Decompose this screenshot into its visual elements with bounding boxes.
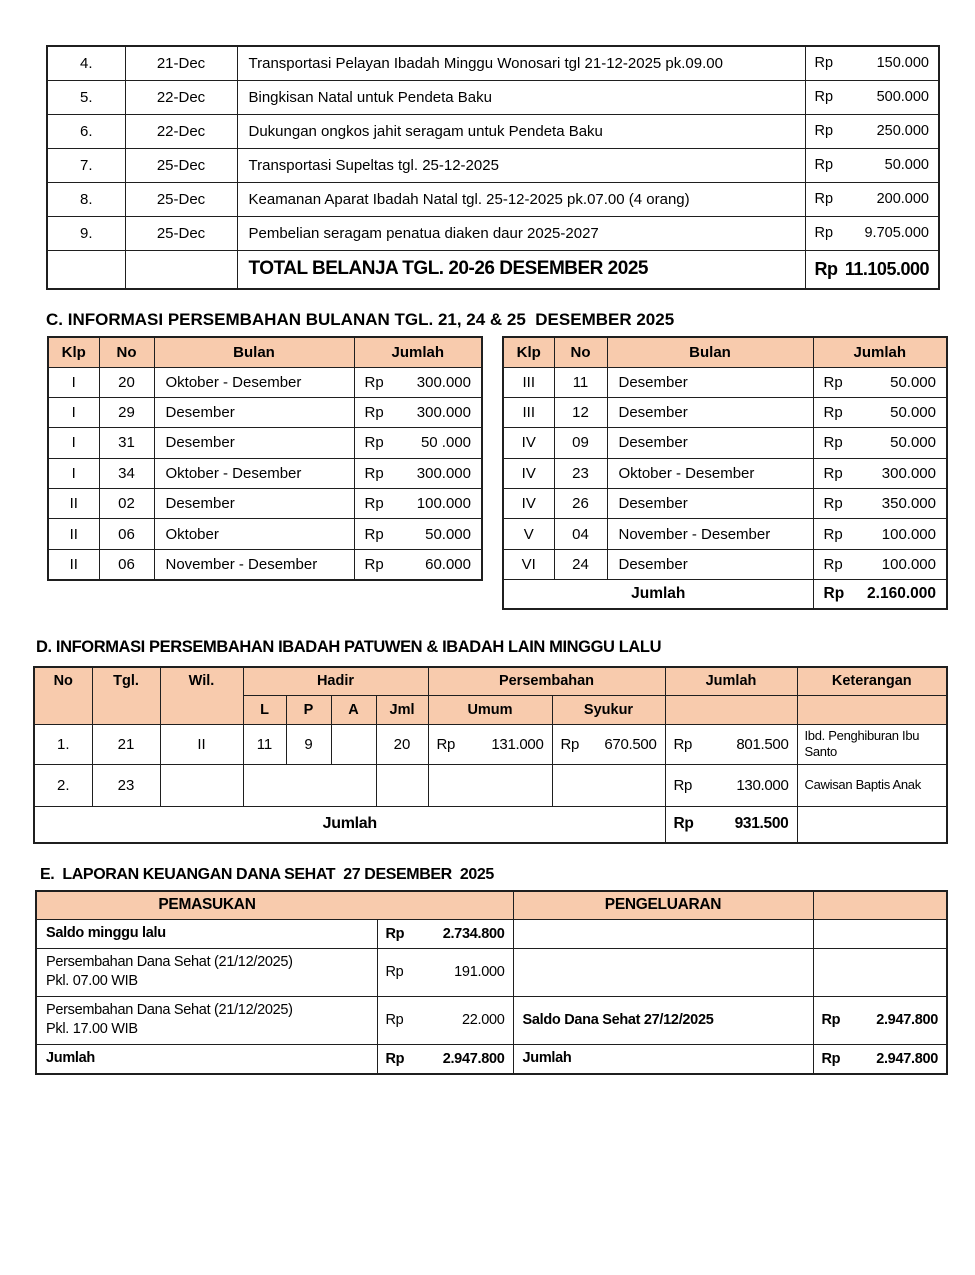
empty-header-cell — [377, 891, 513, 919]
currency-label: Rp — [385, 964, 404, 980]
currency-label: Rp — [823, 525, 843, 543]
cell-bulan: November - Desember — [154, 549, 354, 579]
row-number: 7. — [47, 148, 125, 182]
amount-cell-syukur — [552, 724, 665, 764]
amount-cell — [354, 489, 482, 519]
column-header-tgl: Tgl. — [92, 667, 160, 724]
amount-value: 50.000 — [890, 434, 936, 452]
table-row — [48, 549, 482, 579]
table-row — [34, 764, 947, 806]
label-line-1: Persembahan Dana Sehat (21/12/2025) — [46, 1002, 293, 1018]
amount-cell — [354, 458, 482, 488]
total-row — [36, 1044, 947, 1074]
cell-bulan: Desember — [154, 397, 354, 427]
column-header-no: No — [554, 337, 607, 367]
cell-bulan: Desember — [607, 428, 813, 458]
cell-klp: I — [48, 397, 99, 427]
table-row — [503, 397, 947, 427]
amount-cell — [805, 114, 939, 148]
cell-wil — [160, 764, 243, 806]
currency-label: Rp — [436, 735, 456, 753]
cell-klp: III — [503, 367, 554, 397]
header-row — [503, 337, 947, 367]
amount-value: 50.000 — [425, 525, 471, 543]
cell-bulan: Oktober - Desember — [607, 458, 813, 488]
currency-label: Rp — [823, 373, 843, 391]
amount-cell — [813, 549, 947, 579]
amount-cell — [813, 489, 947, 519]
cell-bulan: Desember — [607, 489, 813, 519]
cell-in-total-label: Jumlah — [36, 1044, 377, 1074]
currency-label: Rp — [814, 157, 834, 173]
amount-value: 130.000 — [736, 776, 789, 794]
table-row — [36, 996, 947, 1044]
total-label: Jumlah — [503, 580, 813, 609]
amount-value: 2.947.800 — [876, 1012, 938, 1028]
currency-label: Rp — [823, 404, 843, 422]
column-header-persembahan: Persembahan — [428, 667, 665, 695]
total-label: Jumlah — [34, 806, 665, 843]
amount-cell — [354, 367, 482, 397]
amount-cell — [377, 1044, 513, 1074]
empty-cell — [813, 919, 947, 948]
expense-total-row — [47, 250, 939, 289]
cell-keterangan: Cawisan Baptis Anak — [797, 764, 947, 806]
cell-bulan: Desember — [154, 489, 354, 519]
column-header-jml: Jml — [376, 695, 428, 724]
amount-cell — [805, 216, 939, 250]
cell-no: 24 — [554, 549, 607, 579]
total-label: TOTAL BELANJA TGL. 20-26 DESEMBER 2025 — [237, 250, 805, 289]
cell-no: 2. — [34, 764, 92, 806]
empty-cell — [125, 250, 237, 289]
currency-label: Rp — [364, 404, 384, 422]
amount-value: 2.947.800 — [876, 1050, 938, 1067]
row-date: 21-Dec — [125, 46, 237, 80]
table-row — [503, 519, 947, 549]
column-header-klp: Klp — [503, 337, 554, 367]
expense-row — [47, 148, 939, 182]
amount-cell — [354, 397, 482, 427]
amount-cell — [813, 519, 947, 549]
section-c-title: C. INFORMASI PERSEMBAHAN BULANAN TGL. 21, 24 & 25 DESEMBER 2025 — [46, 310, 675, 329]
amount-value: 300.000 — [416, 373, 471, 391]
table-row — [36, 948, 947, 996]
amount-cell-jumlah — [665, 764, 797, 806]
amount-value: 250.000 — [876, 123, 929, 139]
cell-no: 23 — [554, 458, 607, 488]
currency-label: Rp — [364, 495, 384, 513]
amount-cell — [377, 948, 513, 996]
currency-label: Rp — [673, 776, 693, 794]
cell-no: 31 — [99, 428, 154, 458]
currency-label: Rp — [364, 555, 384, 573]
amount-value: 300.000 — [416, 464, 471, 482]
currency-label: Rp — [814, 258, 838, 279]
cell-no: 34 — [99, 458, 154, 488]
table-row — [503, 549, 947, 579]
expense-row — [47, 216, 939, 250]
total-row — [34, 806, 947, 843]
header-row — [48, 337, 482, 367]
cell-out-label: Saldo Dana Sehat 27/12/2025 — [513, 996, 813, 1044]
amount-cell — [805, 80, 939, 114]
expense-row — [47, 114, 939, 148]
table-row — [503, 367, 947, 397]
amount-value: 100.000 — [881, 556, 936, 574]
cell-hadir-jml — [376, 764, 428, 806]
row-date: 22-Dec — [125, 80, 237, 114]
amount-cell-syukur — [552, 764, 665, 806]
cell-no: 1. — [34, 724, 92, 764]
total-amount-cell — [813, 580, 947, 609]
cell-bulan: Oktober — [154, 519, 354, 549]
cell-no: 09 — [554, 428, 607, 458]
amount-value: 50.000 — [890, 373, 936, 391]
section-d-table — [33, 666, 948, 844]
cell-klp: IV — [503, 458, 554, 488]
cell-klp: IV — [503, 428, 554, 458]
cell-in-label — [36, 948, 377, 996]
expense-table — [46, 45, 940, 290]
cell-no: 02 — [99, 489, 154, 519]
label-line-2: Pkl. 07.00 WIB — [46, 973, 138, 989]
row-date: 22-Dec — [125, 114, 237, 148]
column-header-p: P — [286, 695, 331, 724]
currency-label: Rp — [385, 925, 405, 942]
table-row — [36, 919, 947, 948]
cell-klp: IV — [503, 489, 554, 519]
section-e-title: E. LAPORAN KEUANGAN DANA SEHAT 27 DESEMBER 2025 — [40, 866, 494, 883]
empty-cell — [797, 806, 947, 843]
amount-value: 150.000 — [876, 55, 929, 72]
table-row — [48, 397, 482, 427]
total-amount-cell — [805, 250, 939, 289]
section-c-right-table — [502, 336, 948, 610]
amount-value: 100.000 — [881, 525, 936, 543]
cell-bulan: Desember — [154, 428, 354, 458]
column-header-jumlah: Jumlah — [813, 337, 947, 367]
currency-label: Rp — [364, 525, 384, 543]
currency-label: Rp — [673, 735, 693, 753]
row-description: Pembelian seragam penatua diaken daur 2025-2027 — [237, 216, 805, 250]
currency-label: Rp — [823, 464, 843, 482]
empty-header-cell — [665, 695, 797, 724]
cell-klp: VI — [503, 549, 554, 579]
cell-no: 11 — [554, 367, 607, 397]
cell-no: 04 — [554, 519, 607, 549]
amount-cell — [377, 996, 513, 1044]
amount-cell-umum — [428, 724, 552, 764]
cell-in-label — [36, 996, 377, 1044]
cell-klp: I — [48, 428, 99, 458]
amount-value: 300.000 — [416, 404, 471, 422]
amount-cell — [813, 367, 947, 397]
cell-klp: III — [503, 397, 554, 427]
cell-tgl: 23 — [92, 764, 160, 806]
currency-label: Rp — [821, 1012, 841, 1028]
label-line-1: Persembahan Dana Sehat (21/12/2025) — [46, 954, 293, 970]
header-row-1 — [34, 667, 947, 695]
amount-value: 50 .000 — [420, 434, 471, 452]
currency-label: Rp — [385, 1050, 405, 1067]
cell-bulan: Oktober - Desember — [154, 458, 354, 488]
table-row — [48, 458, 482, 488]
table-row — [48, 367, 482, 397]
currency-label: Rp — [814, 191, 834, 207]
expense-row — [47, 46, 939, 80]
row-description: Transportasi Pelayan Ibadah Minggu Wonosari tgl 21-12-2025 pk.09.00 — [237, 46, 805, 80]
currency-label: Rp — [560, 735, 580, 753]
amount-cell — [813, 458, 947, 488]
column-header-bulan: Bulan — [154, 337, 354, 367]
amount-cell — [813, 428, 947, 458]
amount-value: 801.500 — [736, 735, 789, 753]
amount-cell — [813, 996, 947, 1044]
column-header-wil: Wil. — [160, 667, 243, 724]
currency-label: Rp — [385, 1012, 404, 1028]
amount-value: 2.947.800 — [442, 1050, 505, 1067]
cell-hadir-lpa — [243, 764, 376, 806]
empty-header-cell — [813, 891, 947, 919]
cell-klp: II — [48, 489, 99, 519]
column-header-syukur: Syukur — [552, 695, 665, 724]
cell-no: 26 — [554, 489, 607, 519]
currency-label: Rp — [814, 225, 834, 241]
amount-value: 300.000 — [881, 464, 936, 482]
column-header-jumlah: Jumlah — [354, 337, 482, 367]
table-row — [48, 489, 482, 519]
section-d-title: D. INFORMASI PERSEMBAHAN IBADAH PATUWEN & IBADAH LAIN MINGGU LALU — [36, 638, 662, 656]
currency-label: Rp — [823, 584, 845, 602]
currency-label: Rp — [364, 464, 384, 482]
section-e-table — [35, 890, 948, 1075]
row-number: 4. — [47, 46, 125, 80]
cell-klp: V — [503, 519, 554, 549]
currency-label: Rp — [821, 1050, 841, 1067]
currency-label: Rp — [814, 89, 834, 105]
total-amount-cell — [665, 806, 797, 843]
table-row — [503, 489, 947, 519]
amount-value: 200.000 — [876, 191, 929, 207]
column-header-l: L — [243, 695, 286, 724]
cell-bulan: Desember — [607, 397, 813, 427]
column-header-klp: Klp — [48, 337, 99, 367]
cell-no: 20 — [99, 367, 154, 397]
column-header-no: No — [34, 667, 92, 724]
row-number: 9. — [47, 216, 125, 250]
column-header-umum: Umum — [428, 695, 552, 724]
cell-klp: I — [48, 458, 99, 488]
cell-no: 12 — [554, 397, 607, 427]
column-header-no: No — [99, 337, 154, 367]
cell-klp: I — [48, 367, 99, 397]
amount-value: 191.000 — [454, 964, 505, 980]
cell-bulan: Desember — [607, 549, 813, 579]
amount-value: 22.000 — [461, 1012, 505, 1028]
currency-label: Rp — [823, 434, 843, 452]
cell-out-total-label: Jumlah — [513, 1044, 813, 1074]
amount-cell — [805, 148, 939, 182]
amount-value: 100.000 — [416, 495, 471, 513]
row-date: 25-Dec — [125, 216, 237, 250]
row-description: Transportasi Supeltas tgl. 25-12-2025 — [237, 148, 805, 182]
currency-label: Rp — [673, 815, 694, 833]
cell-hadir-p: 9 — [286, 724, 331, 764]
empty-cell — [513, 919, 813, 948]
amount-cell — [813, 397, 947, 427]
amount-value: 9.705.000 — [864, 225, 929, 241]
amount-cell — [354, 549, 482, 579]
amount-value: 60.000 — [425, 555, 471, 573]
currency-label: Rp — [823, 495, 843, 513]
amount-value: 500.000 — [876, 89, 929, 105]
column-header-hadir: Hadir — [243, 667, 428, 695]
cell-hadir-jml: 20 — [376, 724, 428, 764]
amount-cell — [813, 1044, 947, 1074]
amount-cell — [805, 46, 939, 80]
cell-bulan: Oktober - Desember — [154, 367, 354, 397]
empty-cell — [513, 948, 813, 996]
row-description: Bingkisan Natal untuk Pendeta Baku — [237, 80, 805, 114]
total-row — [503, 580, 947, 609]
amount-cell — [377, 919, 513, 948]
cell-hadir-a — [331, 724, 376, 764]
header-row — [36, 891, 947, 919]
row-description: Dukungan ongkos jahit seragam untuk Pendeta Baku — [237, 114, 805, 148]
cell-hadir-l: 11 — [243, 724, 286, 764]
row-number: 8. — [47, 182, 125, 216]
row-number: 6. — [47, 114, 125, 148]
amount-value: 50.000 — [890, 404, 936, 422]
cell-bulan: November - Desember — [607, 519, 813, 549]
empty-cell — [813, 948, 947, 996]
table-row — [34, 724, 947, 764]
cell-in-label: Saldo minggu lalu — [36, 919, 377, 948]
column-header-keterangan: Keterangan — [797, 667, 947, 695]
amount-value: 131.000 — [491, 735, 544, 753]
table-row — [503, 428, 947, 458]
cell-no: 29 — [99, 397, 154, 427]
cell-keterangan: Ibd. Penghiburan Ibu Santo — [797, 724, 947, 764]
table-row — [48, 519, 482, 549]
table-row — [503, 458, 947, 488]
cell-klp: II — [48, 549, 99, 579]
row-number: 5. — [47, 80, 125, 114]
expense-row — [47, 182, 939, 216]
cell-bulan: Desember — [607, 367, 813, 397]
row-date: 25-Dec — [125, 148, 237, 182]
section-c-left-table — [47, 336, 483, 581]
amount-value: 350.000 — [881, 495, 936, 513]
amount-value: 931.500 — [734, 815, 789, 833]
amount-value: 2.160.000 — [867, 584, 936, 602]
cell-no: 06 — [99, 519, 154, 549]
amount-cell-jumlah — [665, 724, 797, 764]
amount-value: 50.000 — [884, 157, 929, 173]
table-row — [48, 428, 482, 458]
amount-value: 2.734.800 — [442, 925, 505, 942]
amount-value: 670.500 — [604, 735, 657, 753]
cell-tgl: 21 — [92, 724, 160, 764]
column-header-jumlah: Jumlah — [665, 667, 797, 695]
amount-cell — [354, 519, 482, 549]
column-header-pengeluaran: PENGELUARAN — [513, 891, 813, 919]
empty-cell — [47, 250, 125, 289]
column-header-bulan: Bulan — [607, 337, 813, 367]
empty-header-cell — [797, 695, 947, 724]
label-line-2: Pkl. 17.00 WIB — [46, 1021, 138, 1037]
expense-row — [47, 80, 939, 114]
cell-wil: II — [160, 724, 243, 764]
currency-label: Rp — [814, 123, 834, 139]
currency-label: Rp — [364, 434, 384, 452]
amount-value: 11.105.000 — [844, 258, 929, 279]
currency-label: Rp — [364, 373, 384, 391]
row-date: 25-Dec — [125, 182, 237, 216]
currency-label: Rp — [814, 55, 834, 72]
amount-cell — [354, 428, 482, 458]
amount-cell-umum — [428, 764, 552, 806]
cell-no: 06 — [99, 549, 154, 579]
row-description: Keamanan Aparat Ibadah Natal tgl. 25-12-2025 pk.07.00 (4 orang) — [237, 182, 805, 216]
cell-klp: II — [48, 519, 99, 549]
currency-label: Rp — [823, 556, 843, 574]
column-header-a: A — [331, 695, 376, 724]
amount-cell — [805, 182, 939, 216]
column-header-pemasukan: PEMASUKAN — [36, 891, 377, 919]
